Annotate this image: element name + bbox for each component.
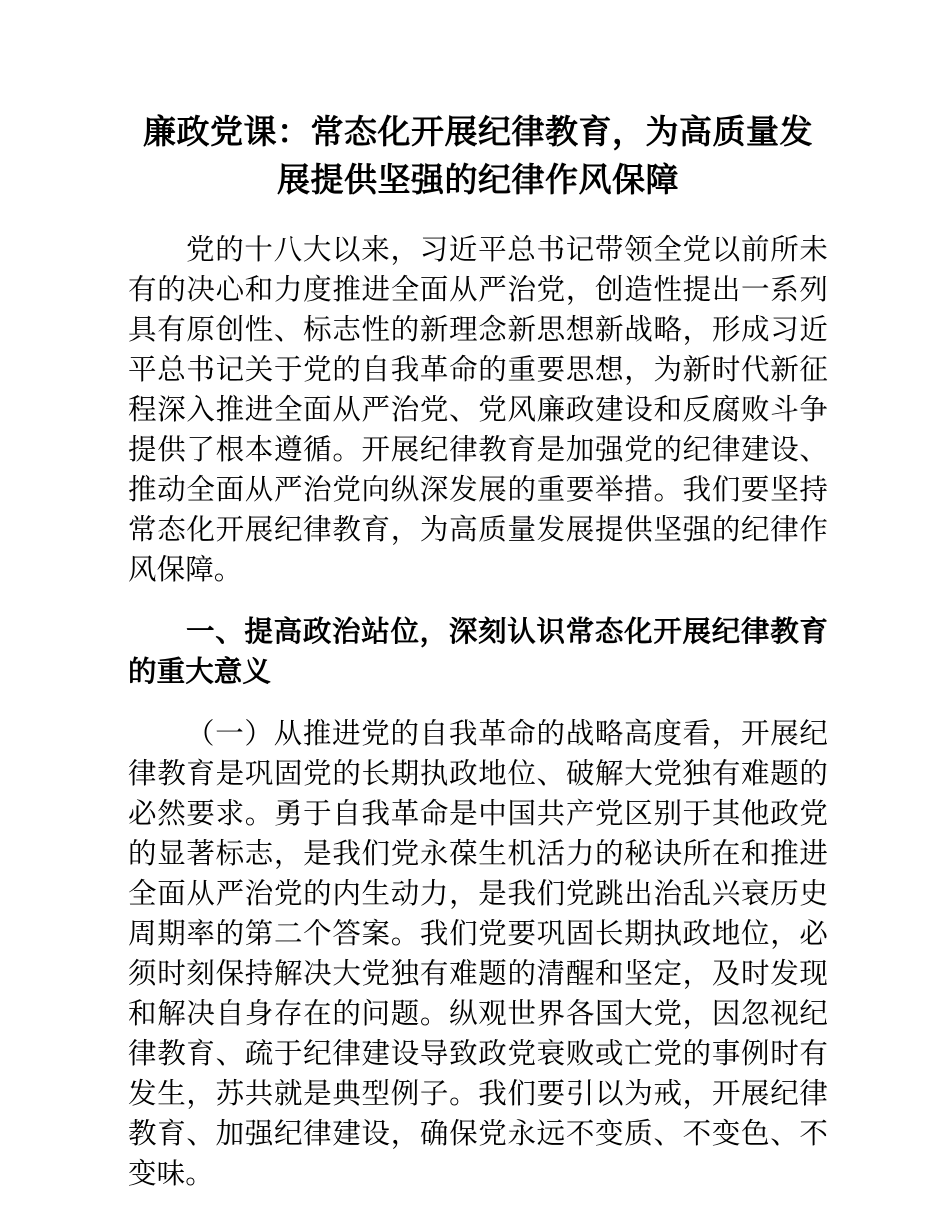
document-body bbox=[128, 0, 828, 1194]
body-paragraph: 党的十八大以来，习近平总书记带领全党以前所未有的决心和力度推进全面从严治党，创造性提出一系列具有原创性、标志性的新理念新思想新战略，形成习近平总书记关于党的自我革命的重要思想，为新时代新征程深入推进全面从严治党、党风廉政建设和反腐败斗争提供了根本遵循。开展纪律教育是加强党的纪律建设、推动全面从严治党向纵深发展的重要举措。我们要坚持常态化开展纪律教育，为高质量发展提供坚强的纪律作风保障。 bbox=[128, 233, 828, 586]
document-title: 廉政党课：常态化开展纪律教育，为高质量发展提供坚强的纪律作风保障 bbox=[143, 112, 813, 199]
body-paragraph: （一）从推进党的自我革命的战略高度看，开展纪律教育是巩固党的长期执政地位、破解大党独有难题的必然要求。勇于自我革命是中国共产党区别于其他政党的显著标志，是我们党永葆生机活力的秘诀所在和推进全面从严治党的内生动力，是我们党跳出治乱兴衰历史周期率的第二个答案。我们党要巩固长期执政地位，必须时刻保持解决大党独有难题的清醒和坚定，及时发现和解决自身存在的问题。纵观世界各国大党，因忽视纪律教育、疏于纪律建设导致政党衰败或亡党的事例时有发生，苏共就是典型例子。我们要引以为戒，开展纪律教育、加强纪律建设，确保党永远不变质、不变色、不变味。 bbox=[128, 717, 828, 1190]
section-heading: 一、提高政治站位，深刻认识常态化开展纪律教育的重大意义 bbox=[128, 615, 828, 688]
document-paragraph-list bbox=[128, 204, 828, 1194]
